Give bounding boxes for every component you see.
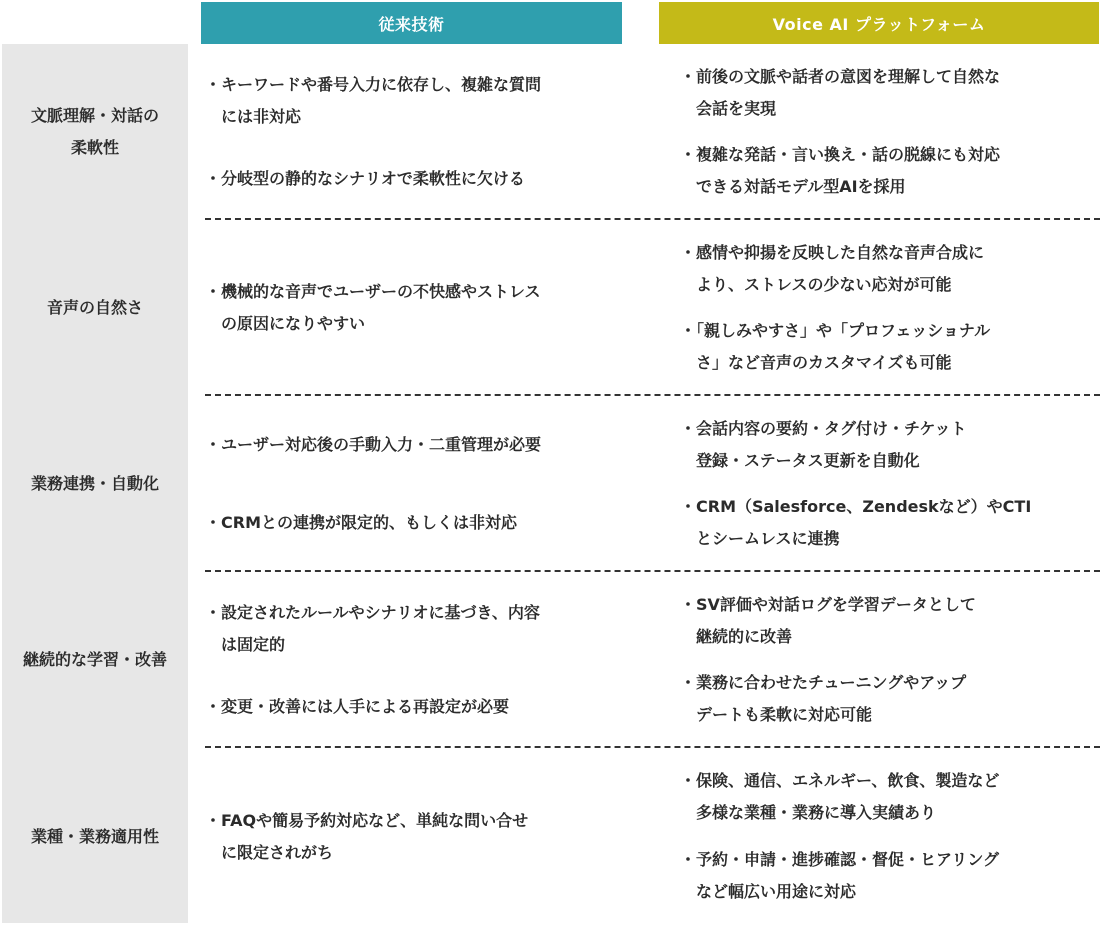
row-label-context-understanding: 文脈理解・対話の 柔軟性 — [30, 106, 159, 157]
voice-ai-point: ・複雑な発話・言い換え・話の脱線にも対応 できる対話モデル型AIを採用 — [680, 145, 1001, 196]
row-label-voice-naturalness: 音声の自然さ — [46, 298, 143, 317]
voice-ai-point: ・SV評価や対話ログを学習データとして 継続的に改善 — [680, 595, 976, 646]
voice-ai-cell — [680, 574, 1100, 746]
header-voice-ai-platform: Voice AI プラットフォーム — [659, 2, 1099, 44]
comparison-row-business-integration — [0, 398, 1102, 570]
conventional-cell — [205, 750, 615, 923]
voice-ai-point: ・会話内容の要約・タグ付け・チケット 登録・ステータス更新を自動化 — [680, 419, 967, 470]
voice-ai-cell — [680, 750, 1100, 923]
row-divider — [205, 218, 1100, 220]
conventional-point: ・FAQや簡易予約対応など、単純な問い合せ に限定されがち — [205, 810, 529, 862]
conventional-point: ・分岐型の静的なシナリオで柔軟性に欠ける — [205, 169, 525, 188]
comparison-row-voice-naturalness — [0, 222, 1102, 394]
voice-ai-point: ・「親しみやすさ」や「プロフェッショナル さ」など音声のカスタマイズも可能 — [680, 321, 991, 372]
row-label-business-integration: 業務連携・自動化 — [30, 474, 159, 493]
comparison-row-context-understanding — [0, 46, 1102, 218]
voice-ai-cell — [680, 46, 1100, 218]
conventional-point: ・CRMとの連携が限定的、もしくは非対応 — [205, 513, 517, 532]
voice-ai-point: ・CRM（Salesforce、Zendeskなど）やCTI とシームレスに連携 — [680, 497, 1032, 548]
conventional-point: ・ユーザー対応後の手動入力・二重管理が必要 — [205, 435, 542, 454]
comparison-row-continuous-learning — [0, 574, 1102, 746]
conventional-cell — [205, 398, 615, 570]
conventional-point: ・変更・改善には人手による再設定が必要 — [205, 697, 510, 716]
row-label-industry-applicability: 業種・業務適用性 — [30, 826, 159, 846]
voice-ai-point: ・予約・申請・進捗確認・督促・ヒアリング など幅広い用途に対応 — [680, 849, 1000, 901]
conventional-point: ・キーワードや番号入力に依存し、複雑な質問 には非対応 — [205, 75, 542, 126]
header-conventional-technology: 従来技術 — [201, 2, 622, 44]
voice-ai-point: ・保険、通信、エネルギー、飲食、製造など 多様な業種・業務に導入実績あり — [680, 771, 1000, 823]
voice-ai-cell — [680, 398, 1100, 570]
voice-ai-point: ・前後の文脈や話者の意図を理解して自然な 会話を実現 — [680, 67, 1001, 118]
row-divider — [205, 570, 1100, 572]
conventional-cell — [205, 46, 615, 218]
row-label-continuous-learning: 継続的な学習・改善 — [22, 650, 167, 669]
comparison-row-industry-applicability — [0, 750, 1102, 923]
conventional-point: ・機械的な音声でユーザーの不快感やストレス の原因になりやすい — [205, 282, 541, 333]
conventional-point: ・設定されたルールやシナリオに基づき、内容 は固定的 — [205, 603, 540, 654]
voice-ai-point: ・業務に合わせたチューニングやアップ デートも柔軟に対応可能 — [680, 673, 967, 724]
conventional-cell — [205, 222, 615, 394]
conventional-cell — [205, 574, 615, 746]
voice-ai-point: ・感情や抑揚を反映した自然な音声合成に より、ストレスの少ない応対が可能 — [680, 243, 985, 294]
row-divider — [205, 746, 1100, 748]
voice-ai-cell — [680, 222, 1100, 394]
row-divider — [205, 394, 1100, 396]
